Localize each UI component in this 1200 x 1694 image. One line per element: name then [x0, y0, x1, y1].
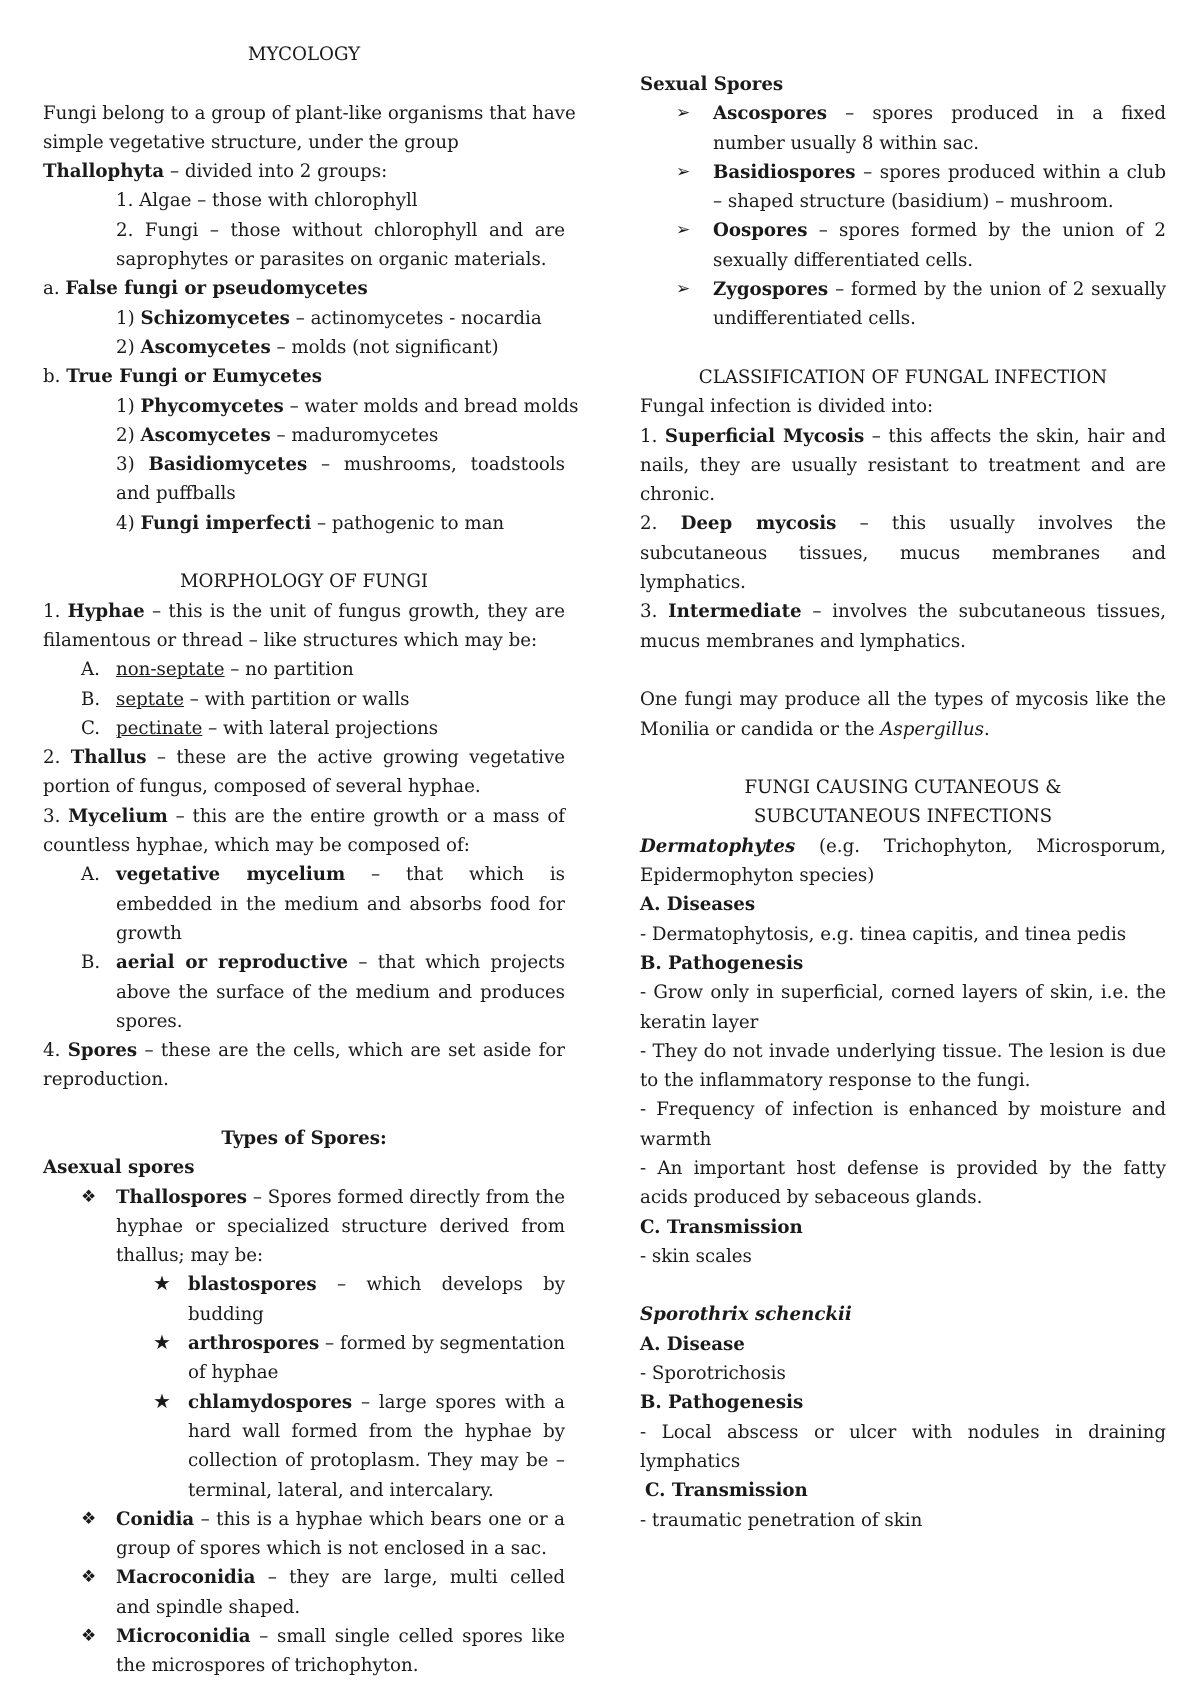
- microconidia-item: [43, 1622, 565, 1681]
- item-term: blastospores: [188, 1274, 317, 1296]
- oospores-item: [640, 216, 1166, 275]
- item-desc: – formed by the union of 2 sexually undifferentiated cells.: [713, 279, 1166, 330]
- sporo-disease-text: - Sporotrichosis: [640, 1363, 786, 1385]
- item-desc: – Spores formed directly from the hyphae or specialized structure derived from thallus; may be:: [116, 1186, 565, 1267]
- item-term: Thallospores: [116, 1186, 247, 1208]
- item-term: vegetative mycelium: [116, 864, 346, 886]
- basidiospores-item: [640, 158, 1166, 217]
- thallospores-item: [43, 1183, 565, 1271]
- item-desc: – involves the subcutaneous tissues, mucus membranes and lymphatics.: [640, 601, 1166, 652]
- ascospores-item: [640, 99, 1166, 158]
- left-column: [43, 40, 579, 1681]
- hyphae-type-a: [43, 655, 565, 684]
- cutaneous-heading-line-1: FUNGI CAUSING CUTANEOUS &: [744, 777, 1062, 799]
- sporo-transmission-text: - traumatic penetration of skin: [640, 1509, 923, 1531]
- item-desc: – no partition: [224, 659, 354, 681]
- page-title: MYCOLOGY: [247, 44, 361, 65]
- diamond-bullet-icon: ❖: [81, 1626, 97, 1647]
- hyphae-paragraph: [43, 597, 565, 656]
- intro-line-1: Fungi belong to a group of plant-like organisms that have: [43, 102, 576, 124]
- item-term: Conidia: [116, 1508, 195, 1530]
- cutaneous-heading-line-2: SUBCUTANEOUS INFECTIONS: [753, 806, 1053, 828]
- item-desc: – that which projects above the surface of the medium and produces spores.: [116, 952, 565, 1032]
- arrow-bullet-icon: ➢: [676, 220, 691, 241]
- item-desc: – this affects the skin, hair and nails, they are usually resistant to treatment and are chronic.: [640, 425, 1166, 506]
- item-term: Zygospores: [713, 279, 829, 301]
- item-number: 3.: [640, 601, 669, 623]
- item-desc: – formed by segmentation of hyphae: [188, 1333, 565, 1384]
- derm-transmission-text: - skin scales: [640, 1245, 752, 1267]
- item-number: 2.: [640, 513, 681, 535]
- item-number: 4.: [43, 1040, 68, 1062]
- item-term: Superficial Mycosis: [664, 425, 865, 447]
- item-desc: – spores produced in a fixed number usually 8 within sac.: [713, 103, 1166, 154]
- item-term: Fungi imperfecti: [140, 512, 312, 534]
- item-number: 4): [116, 512, 141, 534]
- types-of-spores-heading: Types of Spores:: [221, 1127, 387, 1149]
- item-term: pectinate: [116, 717, 203, 739]
- item-desc: – small single celled spores like the microspores of trichophyton.: [116, 1626, 565, 1677]
- item-term: Deep mycosis: [680, 513, 837, 535]
- item-term: Oospores: [713, 220, 808, 242]
- diamond-bullet-icon: ❖: [81, 1186, 97, 1207]
- morphology-heading: MORPHOLOGY OF FUNGI: [179, 571, 429, 593]
- aspergillus-term: Aspergillus: [880, 718, 984, 740]
- right-column: [640, 70, 1166, 1535]
- thallophyta-desc: – divided into 2 groups:: [164, 161, 388, 183]
- item-term: Intermediate: [668, 601, 802, 623]
- item-term: Basidiospores: [713, 161, 856, 183]
- derm-diseases-heading: A. Diseases: [640, 894, 756, 916]
- arrow-bullet-icon: ➢: [676, 161, 691, 182]
- list-marker: B.: [81, 952, 101, 974]
- zygospores-item: [640, 275, 1166, 334]
- macroconidia-item: [43, 1563, 565, 1622]
- mycelium-type-a: [43, 860, 565, 948]
- item-term: arthrospores: [188, 1333, 320, 1355]
- item-term: Ascospores: [713, 103, 828, 125]
- star-bullet-icon: ★: [153, 1330, 171, 1355]
- arthrospores-item: [43, 1329, 565, 1388]
- paragraph-end: .: [983, 718, 990, 740]
- list-prefix: b.: [43, 366, 67, 388]
- conidia-item: [43, 1505, 565, 1564]
- derm-diseases-text: - Dermatophytosis, e.g. tinea capitis, and tinea pedis: [640, 923, 1127, 945]
- thallophyta-term: Thallophyta: [43, 161, 165, 183]
- item-desc: – molds (not significant): [270, 336, 499, 358]
- blastospores-item: [43, 1270, 565, 1329]
- item-desc: (e.g. Trichophyton, Microsporum, Epidermophyton species): [640, 835, 1166, 887]
- list-marker: C.: [81, 717, 101, 739]
- dermatophytes-intro: [640, 832, 1166, 891]
- item-desc: – with lateral projections: [202, 717, 439, 739]
- asexual-spores-heading: Asexual spores: [43, 1157, 195, 1179]
- star-bullet-icon: ★: [153, 1271, 171, 1296]
- item-desc: – water molds and bread molds: [283, 395, 579, 417]
- item-term: Basidiomycetes: [148, 454, 308, 476]
- hyphae-type-b: [43, 685, 565, 714]
- one-fungi-paragraph: [640, 685, 1166, 744]
- derm-transmission-heading: C. Transmission: [640, 1216, 803, 1238]
- item-desc: – this is a hyphae which bears one or a group of spores which is not enclosed in a sac.: [116, 1508, 565, 1560]
- arrow-bullet-icon: ➢: [676, 279, 691, 300]
- mycelium-type-b: [43, 948, 565, 1036]
- star-bullet-icon: ★: [153, 1388, 171, 1413]
- classification-intro: Fungal infection is divided into:: [640, 396, 934, 418]
- intermediate-item: [640, 597, 1166, 656]
- sporo-pathogenesis-text: - Local abscess or ulcer with nodules in draining lymphatics: [640, 1421, 1166, 1472]
- true-fungi-item-2: [43, 421, 565, 450]
- false-fungi-item-2: [43, 333, 565, 362]
- hyphae-type-c: [43, 714, 565, 743]
- item-desc: – this usually involves the subcutaneous tissues, mucus membranes and lymphatics.: [640, 513, 1166, 594]
- diamond-bullet-icon: ❖: [81, 1508, 97, 1529]
- true-fungi-item-4: [43, 509, 565, 538]
- item-desc: – large spores with a hard wall formed from the hyphae by collection of protoplasm. They may be – terminal, lateral, and intercalary.: [188, 1391, 565, 1501]
- derm-pathogenesis-text-1: - Grow only in superficial, corned layers of skin, i.e. the keratin layer: [640, 982, 1166, 1033]
- item-term: non-septate: [116, 659, 225, 681]
- thallus-paragraph: [43, 743, 565, 802]
- dermatophytes-term: Dermatophytes: [640, 835, 796, 857]
- item-number: 1.: [43, 600, 68, 622]
- item-desc: – this are the entire growth or a mass of countless hyphae, which may be composed of:: [43, 805, 565, 857]
- spores-paragraph: [43, 1036, 565, 1095]
- false-fungi-heading: [43, 274, 565, 303]
- item-number: 3): [116, 454, 149, 476]
- item-term: Ascomycetes: [140, 424, 271, 446]
- deep-mycosis-item: [640, 509, 1166, 597]
- false-fungi-item-1: [43, 304, 565, 333]
- true-fungi-item-3: [43, 450, 565, 509]
- derm-pathogenesis-text-4: - An important host defense is provided by the fatty acids produced by sebaceous glands.: [640, 1157, 1166, 1209]
- item-desc: – maduromycetes: [270, 424, 439, 446]
- intro-line-2: simple vegetative structure, under the group: [43, 131, 459, 153]
- group-algae: 1. Algae – those with chlorophyll: [116, 190, 418, 212]
- item-desc: – this is the unit of fungus growth, they are filamentous or thread – like structures which may be:: [43, 600, 565, 651]
- derm-pathogenesis-text-2: - They do not invade underlying tissue. The lesion is due to the inflammatory response to the fungi.: [640, 1040, 1166, 1092]
- derm-pathogenesis-text-3: - Frequency of infection is enhanced by moisture and warmth: [640, 1099, 1166, 1150]
- item-number: 2.: [43, 747, 71, 769]
- item-term: Ascomycetes: [140, 336, 271, 358]
- item-term: septate: [116, 688, 184, 710]
- item-desc: – spores produced within a club – shaped structure (basidium) – mushroom.: [713, 161, 1166, 213]
- group-fungi: 2. Fungi – those without chlorophyll and are saprophytes or parasites on organic materials.: [116, 219, 565, 271]
- item-desc: – mushrooms, toadstools and puffballs: [116, 454, 565, 505]
- item-desc: – actinomycetes - nocardia: [289, 307, 542, 329]
- item-desc: – which develops by budding: [188, 1274, 565, 1325]
- item-number: 1): [116, 395, 141, 417]
- item-term: Microconidia: [116, 1626, 251, 1648]
- diamond-bullet-icon: ❖: [81, 1567, 97, 1588]
- intro-paragraph: [43, 99, 576, 158]
- item-term: Mycelium: [68, 805, 168, 827]
- item-number: 2): [116, 336, 141, 358]
- chlamydospores-item: [43, 1388, 565, 1505]
- list-prefix: a.: [43, 278, 66, 300]
- sporothrix-heading: Sporothrix schenckii: [640, 1304, 852, 1326]
- item-desc: – these are the active growing vegetative portion of fungus, composed of several hyphae.: [43, 747, 565, 798]
- item-number: 1.: [640, 425, 665, 447]
- item-term: chlamydospores: [188, 1391, 353, 1413]
- item-term: Thallus: [70, 747, 147, 769]
- sporo-disease-heading: A. Disease: [640, 1333, 745, 1355]
- item-number: 2): [116, 424, 141, 446]
- sporo-pathogenesis-heading: B. Pathogenesis: [640, 1392, 804, 1414]
- item-term: Schizomycetes: [140, 307, 290, 329]
- item-term: aerial or reproductive: [116, 952, 349, 974]
- superficial-mycosis-item: [640, 422, 1166, 510]
- thallophyta-line: [43, 157, 565, 186]
- list-marker: A.: [81, 659, 100, 681]
- item-term: Spores: [67, 1040, 138, 1062]
- item-desc: – pathogenic to man: [311, 512, 505, 534]
- list-marker: B.: [81, 688, 101, 710]
- arrow-bullet-icon: ➢: [676, 103, 691, 124]
- classification-heading: CLASSIFICATION OF FUNGAL INFECTION: [698, 366, 1108, 388]
- true-fungi-term: True Fungi or Eumycetes: [66, 366, 322, 388]
- derm-pathogenesis-heading: B. Pathogenesis: [640, 952, 804, 974]
- true-fungi-heading: [43, 362, 565, 391]
- item-term: Phycomycetes: [140, 395, 284, 417]
- item-desc: – that which is embedded in the medium and absorbs food for growth: [116, 864, 565, 944]
- true-fungi-item-1: [43, 392, 579, 421]
- paragraph-text: One fungi may produce all the types of mycosis like the Monilia or candida or the: [640, 689, 1166, 740]
- mycelium-paragraph: [43, 802, 565, 861]
- item-term: Hyphae: [67, 600, 145, 622]
- item-desc: – with partition or walls: [183, 688, 410, 710]
- item-desc: – these are the cells, which are set aside for reproduction.: [43, 1040, 565, 1091]
- sexual-spores-heading: Sexual Spores: [640, 74, 784, 95]
- sporo-transmission-heading: C. Transmission: [645, 1480, 808, 1502]
- item-desc: – they are large, multi celled and spindle shaped.: [116, 1567, 565, 1618]
- item-number: 1): [116, 307, 141, 329]
- item-desc: – spores formed by the union of 2 sexually differentiated cells.: [713, 220, 1166, 271]
- item-term: Macroconidia: [116, 1567, 256, 1589]
- list-marker: A.: [81, 864, 100, 886]
- false-fungi-term: False fungi or pseudomycetes: [65, 278, 368, 300]
- item-number: 3.: [43, 805, 69, 827]
